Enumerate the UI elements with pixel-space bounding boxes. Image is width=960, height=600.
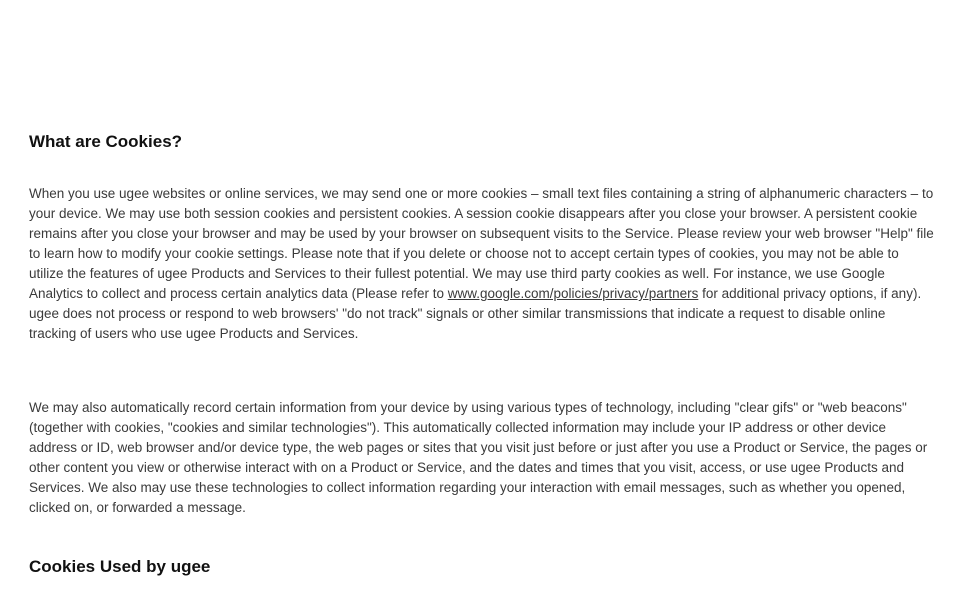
google-privacy-partners-link[interactable]: www.google.com/policies/privacy/partners [447, 286, 699, 301]
cookies-paragraph-1 [29, 184, 934, 344]
cookies-paragraph-1-text-b: for additional privacy options, if any). ugee does not process or respond to web browsers' "do not track" signals or other similar transmissions that indicate a request to disable online tracking of users who use ugee Products and Services. [29, 286, 922, 341]
cookies-paragraph-1-text-a: When you use ugee websites or online services, we may send one or more cookies – small text files containing a string of alphanumeric characters – to your device. We may use both session cookies and persistent cookies. A session cookie disappears after you close your browser. A persistent cookie remains after you close your browser and may be used by your browser on subsequent visits to the Service. Please review your web browser "Help" file to learn how to modify your cookie settings. Please note that if you delete or choose not to accept certain types of cookies, you may not be able to utilize the features of ugee Products and Services to their fullest potential. We may use third party cookies as well. For instance, we use Google Analytics to collect and process certain analytics data (Please refer to [29, 186, 934, 301]
section-heading-cookies-used: Cookies Used by ugee [29, 557, 211, 576]
cookies-paragraph-2: We may also automatically record certain information from your device by using various types of technology, including "clear gifs" or "web beacons" (together with cookies, "cookies and similar technologies"). This automatically collected information may include your IP address or other device address or ID, web browser and/or device type, the web pages or sites that you visit just before or just after you use a Product or Service, the pages or other content you view or otherwise interact with on a Product or Service, and the dates and times that you visit, access, or use ugee Products and Services. We also may use these technologies to collect information regarding your interaction with email messages, such as whether you opened, clicked on, or forwarded a message. [29, 400, 928, 515]
section-heading-what-are-cookies: What are Cookies? [29, 132, 183, 151]
